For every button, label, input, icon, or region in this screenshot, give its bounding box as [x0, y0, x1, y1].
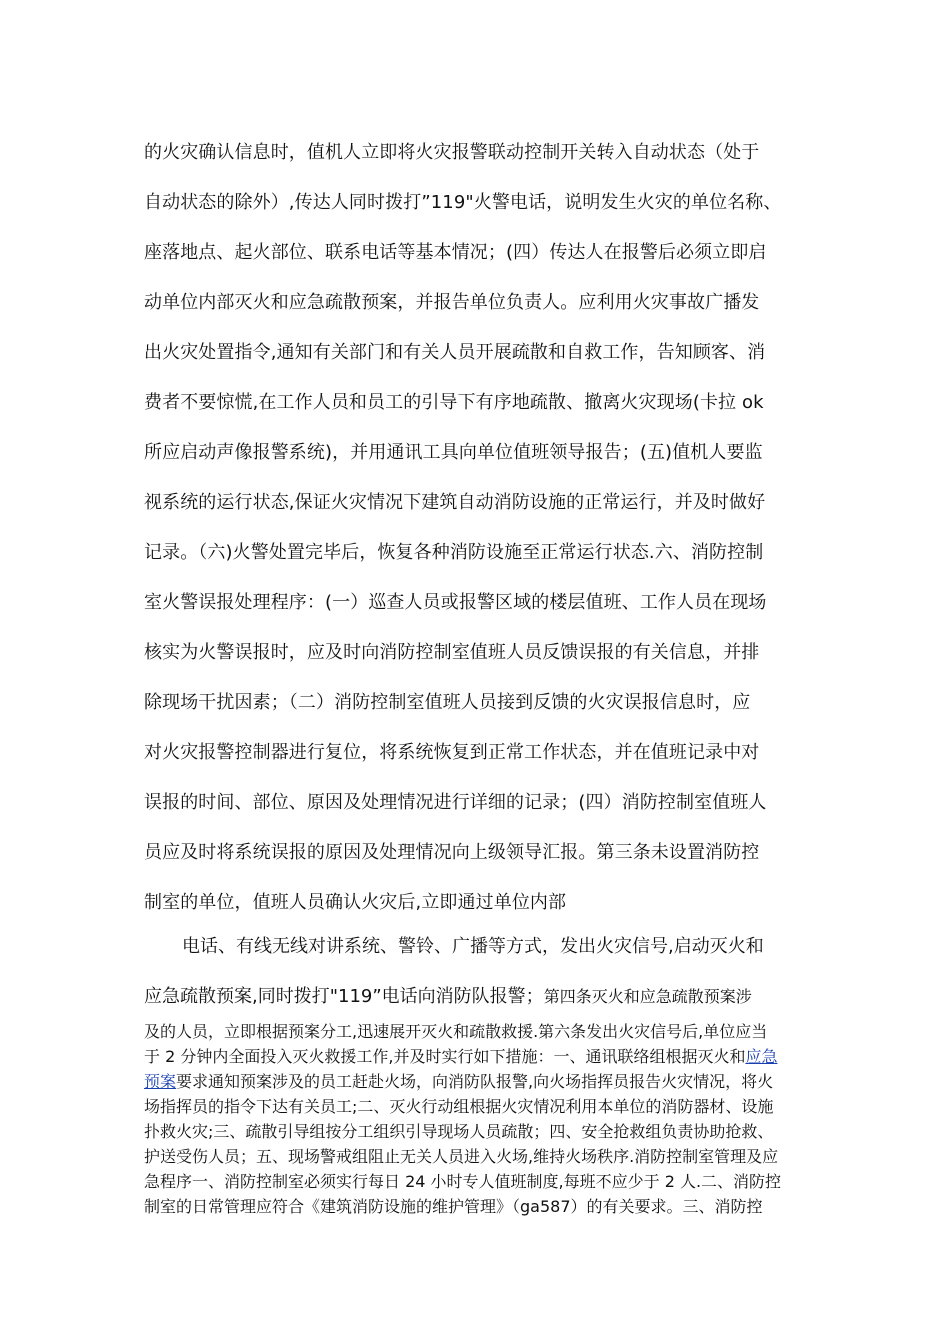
text-line: 对火灾报警控制器进行复位，将系统恢复到正常工作状态，并在值班记录中对	[144, 742, 760, 763]
text-line: 所应启动声像报警系统)，并用通讯工具向单位值班领导报告；(五)值机人要监	[144, 442, 763, 463]
text-span: 第四条灭火和应急疏散预案涉	[543, 987, 752, 1006]
text-line: 费者不要惊慌,在工作人员和员工的引导下有序地疏散、撤离火灾现场(卡拉 ok	[144, 392, 764, 413]
text-line: 出火灾处置指令,通知有关部门和有关人员开展疏散和自救工作，告知顾客、消	[144, 342, 766, 363]
text-line: 场指挥员的指令下达有关员工;二、灭火行动组根据火灾情况利用本单位的消防器材、设施	[144, 1097, 774, 1116]
text-line: 急程序一、消防控制室必须实行每日 24 小时专人值班制度,每班不应少于 2 人.二、消防控	[144, 1172, 782, 1191]
text-span: 于 2 分钟内全面投入灭火救援工作,并及时实行如下措施：一、通讯联络组根据灭火和	[144, 1047, 746, 1066]
text-line: 除现场干扰因素；（二）消防控制室值班人员接到反馈的火灾误报信息时，应	[144, 692, 751, 713]
text-line: 室火警误报处理程序：(一）巡查人员或报警区域的楼层值班、工作人员在现场	[144, 592, 767, 613]
text-line: 视系统的运行状态,保证火灾情况下建筑自动消防设施的正常运行，并及时做好	[144, 492, 766, 513]
text-line: 自动状态的除外）,传达人同时拨打”119"火警电话，说明发生火灾的单位名称、	[144, 192, 782, 213]
text-line: 核实为火警误报时，应及时向消防控制室值班人员反馈误报的有关信息，并排	[144, 642, 760, 663]
text-line: 电话、有线无线对讲系统、警铃、广播等方式，发出火灾信号,启动灭火和	[182, 936, 764, 957]
text-line: 记录。（六)火警处置完毕后，恢复各种消防设施至正常运行状态.六、消防控制	[144, 542, 764, 563]
text-line: 误报的时间、部位、原因及处理情况进行详细的记录；(四）消防控制室值班人	[144, 792, 767, 813]
text-line: 动单位内部灭火和应急疏散预案，并报告单位负责人。应利用火灾事故广播发	[144, 292, 760, 313]
text-line: 座落地点、起火部位、联系电话等基本情况；(四）传达人在报警后必须立即启	[144, 242, 767, 263]
text-span: 要求通知预案涉及的员工赶赴火场，向消防队报警,向火场指挥员报告火灾情况，将火	[176, 1072, 774, 1091]
emergency-plan-link[interactable]: 应急	[745, 1047, 778, 1066]
text-line	[144, 1070, 773, 1094]
emergency-plan-link-continued[interactable]: 预案	[144, 1072, 177, 1091]
text-line	[144, 1045, 777, 1069]
text-line: 制室的单位，值班人员确认火灾后,立即通过单位内部	[144, 892, 567, 913]
text-line: 扑救火灾;三、疏散引导组按分工组织引导现场人员疏散；四、安全抢救组负责协助抢救、	[144, 1122, 774, 1141]
text-span: 应急疏散预案,同时拨打"119”电话向消防队报警；	[144, 986, 544, 1007]
text-line: 及的人员，立即根据预案分工,迅速展开灭火和疏散救援.第六条发出火灾信号后,单位应当	[144, 1022, 768, 1041]
text-line: 员应及时将系统误报的原因及处理情况向上级领导汇报。第三条未设置消防控	[144, 842, 760, 863]
text-line: 制室的日常管理应符合《建筑消防设施的维护管理》（ga587）的有关要求。三、消防控	[144, 1197, 763, 1216]
text-line: 的火灾确认信息时，值机人立即将火灾报警联动控制开关转入自动状态（处于	[144, 142, 760, 163]
text-line	[144, 972, 752, 1022]
text-line: 护送受伤人员；五、现场警戒组阻止无关人员进入火场,维持火场秩序.消防控制室管理及应	[144, 1147, 779, 1166]
